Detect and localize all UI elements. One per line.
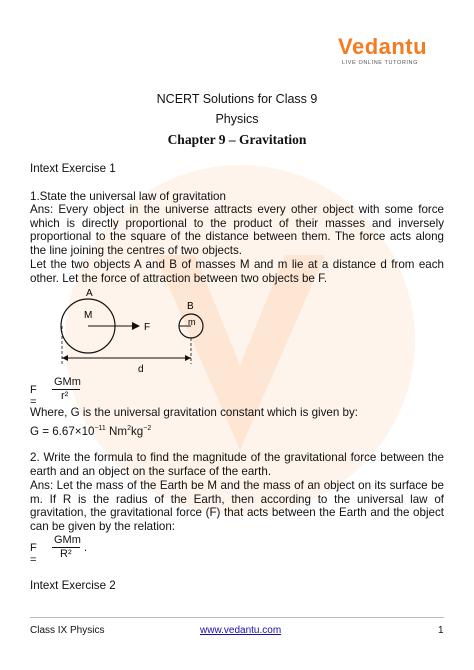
- formula1-den: r²: [61, 390, 69, 402]
- label-b: B: [187, 301, 194, 312]
- doc-title: NCERT Solutions for Class 9: [156, 92, 318, 106]
- formula1-num: GMm: [54, 376, 81, 388]
- formula1-lhs: F =: [30, 384, 37, 408]
- gravitation-diagram: [54, 284, 244, 374]
- footer-divider: [30, 617, 444, 618]
- formula2-num: GMm: [54, 534, 81, 546]
- q1-question: 1.State the universal law of gravitation: [30, 190, 226, 203]
- distance-arrow-right: [185, 355, 191, 361]
- formula2-tail: .: [84, 542, 88, 554]
- exercise2-heading: Intext Exercise 2: [30, 579, 116, 592]
- label-m: m: [188, 317, 196, 327]
- label-M: M: [84, 310, 93, 321]
- where-text: Where, G is the universal gravitation constant which is given by:: [30, 406, 358, 419]
- label-F: F: [144, 322, 151, 333]
- label-a: A: [86, 288, 93, 299]
- g-value: $G = 6.67\times 10^{-11}$ $Nm^2kg^{-2}$: [30, 424, 152, 438]
- q1-answer: Ans: Every object in the universe attracts every other object with some force which is directly proportional to the product of their masses and inversely proportional to the square of the distance between them. The force acts along the line joining the centres of two objects.: [30, 203, 444, 257]
- formula2-lhs: F =: [30, 542, 37, 566]
- q2-question: 2. Write the formula to find the magnitude of the gravitational force between the earth and an object on the surface of the earth.: [30, 451, 444, 478]
- footer-link[interactable]: www.vedantu.com: [200, 625, 282, 636]
- q2-answer: Ans: Let the mass of the Earth be M and the mass of an object on its surface be m. If R is the radius of the Earth, then according to the universal law of gravitation, the gravitational force (F) that acts between the Earth and the object can be given by the relation:: [30, 479, 444, 533]
- formula2-den: R²: [60, 548, 72, 560]
- logo-tagline: LIVE ONLINE TUTORING: [342, 60, 418, 66]
- label-d: d: [138, 364, 144, 374]
- chapter-title: Chapter 9 – Gravitation: [167, 132, 307, 147]
- distance-arrow-left: [62, 355, 68, 361]
- logo-brand: Vedantu: [338, 34, 428, 59]
- footer-page-number: 1: [438, 625, 444, 636]
- footer-left: Class IX Physics: [30, 625, 105, 636]
- vedantu-logo: [334, 34, 444, 70]
- force-arrowhead: [132, 322, 140, 330]
- q1-para2: Let the two objects A and B of masses M and m lie at a distance d from each other. Let the force of attraction between two objects be F.: [30, 258, 444, 285]
- exercise1-heading: Intext Exercise 1: [30, 162, 116, 175]
- doc-subject: Physics: [215, 112, 259, 126]
